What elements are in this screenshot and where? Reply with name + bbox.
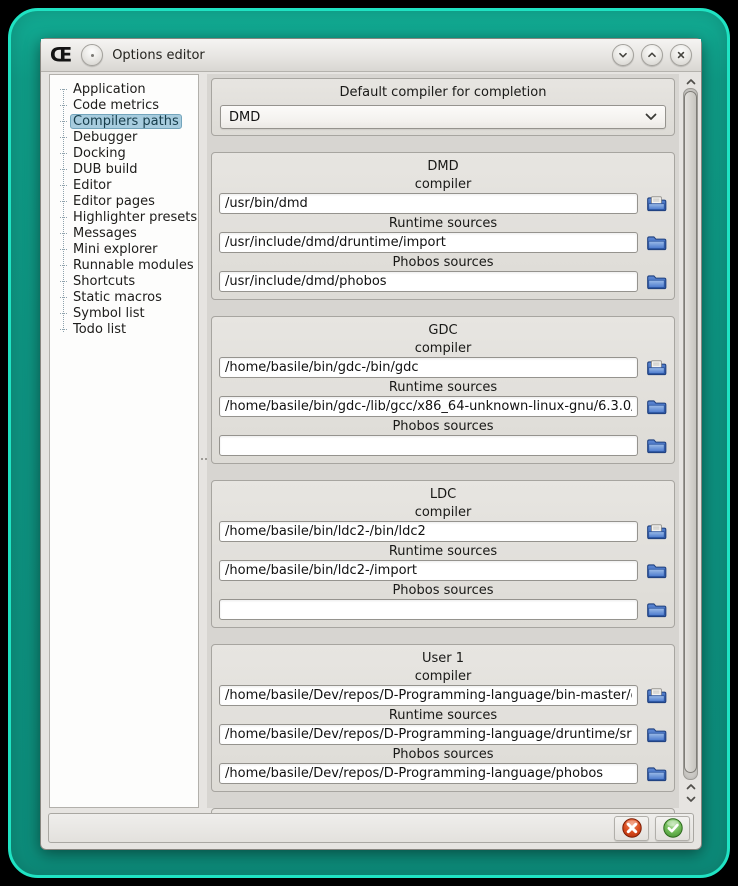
open-folder-icon [646, 437, 667, 454]
maximize-button[interactable] [641, 44, 663, 66]
sidebar-item-code-metrics[interactable]: Code metrics [60, 97, 194, 113]
dialog-button-bar [48, 813, 694, 843]
field-label: Phobos sources [392, 419, 494, 434]
chevron-up-icon [686, 78, 696, 85]
field-row [219, 560, 667, 581]
accept-button[interactable] [655, 816, 690, 841]
open-file-button[interactable] [645, 687, 667, 705]
open-folder-button[interactable] [645, 765, 667, 783]
field-row [219, 599, 667, 620]
field-label: Phobos sources [392, 255, 494, 270]
scrollbar-track[interactable] [683, 88, 698, 780]
open-folder-icon [646, 601, 667, 618]
dmd-runtime-sources-input[interactable] [219, 232, 638, 253]
field-label: Phobos sources [392, 747, 494, 762]
ldc-runtime-sources-input[interactable] [219, 560, 638, 581]
open-folder-icon [646, 765, 667, 782]
default-compiler-select[interactable] [220, 105, 666, 129]
open-folder-button[interactable] [645, 437, 667, 455]
cancel-icon [621, 817, 643, 839]
field-label: Runtime sources [388, 216, 498, 231]
sidebar-item-messages[interactable]: Messages [60, 225, 194, 241]
ldc-phobos-sources-input[interactable] [219, 599, 638, 620]
window-title: Options editor [112, 47, 205, 63]
field-row [219, 271, 667, 292]
sidebar-item-shortcuts[interactable]: Shortcuts [60, 273, 194, 289]
selected-compiler-value: DMD [229, 109, 261, 125]
close-button[interactable] [670, 44, 692, 66]
window-menu-dot-icon [91, 54, 94, 57]
sidebar-item-mini-explorer[interactable]: Mini explorer [60, 241, 194, 257]
categories-sidebar [49, 74, 199, 808]
field-label: Phobos sources [392, 583, 494, 598]
dmd-phobos-sources-input[interactable] [219, 271, 638, 292]
field-row [219, 193, 667, 214]
group-title: User 1 [421, 651, 465, 666]
sidebar-item-todo-list[interactable]: Todo list [60, 321, 194, 337]
scrollbar-thumb[interactable] [684, 91, 697, 773]
field-label: compiler [414, 505, 472, 520]
open-file-icon [646, 195, 667, 212]
group-title: LDC [429, 487, 457, 502]
field-row [219, 763, 667, 784]
open-file-button[interactable] [645, 523, 667, 541]
window-menu-button[interactable] [81, 44, 103, 66]
open-folder-icon [646, 398, 667, 415]
cancel-button[interactable] [614, 816, 649, 841]
compiler-group-user1 [211, 644, 675, 792]
chevron-up-icon [686, 783, 696, 790]
field-label: Runtime sources [388, 708, 498, 723]
sidebar-item-debugger[interactable]: Debugger [60, 129, 194, 145]
open-folder-icon [646, 234, 667, 251]
field-label: Runtime sources [388, 544, 498, 559]
default-compiler-group [211, 78, 675, 136]
sidebar-item-docking[interactable]: Docking [60, 145, 194, 161]
sidebar-item-editor-pages[interactable]: Editor pages [60, 193, 194, 209]
field-row [219, 396, 667, 417]
user1-phobos-sources-input[interactable] [219, 763, 638, 784]
sidebar-item-dub-build[interactable]: DUB build [60, 161, 194, 177]
field-label: compiler [414, 177, 472, 192]
field-row [219, 435, 667, 456]
sidebar-item-static-macros[interactable]: Static macros [60, 289, 194, 305]
open-folder-button[interactable] [645, 562, 667, 580]
user1-compiler-input[interactable] [219, 685, 638, 706]
open-folder-button[interactable] [645, 601, 667, 619]
gdc-runtime-sources-input[interactable] [219, 396, 638, 417]
group-title: GDC [428, 323, 458, 338]
field-row [219, 357, 667, 378]
field-row [219, 685, 667, 706]
scroll-up-button[interactable] [683, 74, 698, 88]
open-file-button[interactable] [645, 195, 667, 213]
sidebar-item-application[interactable]: Application [60, 81, 194, 97]
open-folder-button[interactable] [645, 726, 667, 744]
field-label: compiler [414, 341, 472, 356]
options-editor-window [40, 38, 702, 850]
category-tree [56, 81, 198, 337]
scroll-down-button[interactable] [683, 793, 698, 806]
compiler-group-gdc [211, 316, 675, 464]
sidebar-item-compilers-paths[interactable]: Compilers paths [60, 113, 194, 129]
titlebar [41, 39, 701, 72]
field-row [219, 521, 667, 542]
open-file-icon [646, 359, 667, 376]
window-body [41, 72, 701, 808]
open-folder-button[interactable] [645, 273, 667, 291]
ldc-compiler-input[interactable] [219, 521, 638, 542]
sidebar-splitter[interactable] [199, 74, 207, 808]
open-folder-icon [646, 273, 667, 290]
compilers-paths-panel [207, 74, 679, 808]
field-label: Runtime sources [388, 380, 498, 395]
open-file-button[interactable] [645, 359, 667, 377]
group-title: DMD [427, 159, 459, 174]
user1-runtime-sources-input[interactable] [219, 724, 638, 745]
close-icon [674, 48, 688, 62]
open-file-icon [646, 523, 667, 540]
dmd-compiler-input[interactable] [219, 193, 638, 214]
chevron-down-icon [686, 796, 696, 803]
sidebar-item-symbol-list[interactable]: Symbol list [60, 305, 194, 321]
splitter-grip-icon [201, 458, 203, 460]
chevron-down-icon [616, 48, 630, 62]
scroll-up-button-bottom[interactable] [683, 780, 698, 793]
app-logo-icon: Œ [50, 42, 73, 67]
sidebar-item-highlighter-presets[interactable]: Highlighter presets [60, 209, 194, 225]
sidebar-item-editor[interactable]: Editor [60, 177, 194, 193]
gdc-phobos-sources-input[interactable] [219, 435, 638, 456]
field-row [219, 724, 667, 745]
compiler-group-ldc [211, 480, 675, 628]
sidebar-item-runnable-modules[interactable]: Runnable modules [60, 257, 194, 273]
default-compiler-title: Default compiler for completion [339, 85, 547, 100]
open-folder-icon [646, 562, 667, 579]
field-row [219, 232, 667, 253]
window-controls [612, 44, 692, 66]
compiler-group-dmd [211, 152, 675, 300]
gdc-compiler-input[interactable] [219, 357, 638, 378]
vertical-scrollbar [682, 74, 699, 808]
open-folder-button[interactable] [645, 398, 667, 416]
open-folder-icon [646, 726, 667, 743]
open-folder-button[interactable] [645, 234, 667, 252]
accept-icon [662, 817, 684, 839]
minimize-button[interactable] [612, 44, 634, 66]
field-label: compiler [414, 669, 472, 684]
open-file-icon [646, 687, 667, 704]
chevron-up-icon [645, 48, 659, 62]
tree-guide-line [63, 89, 64, 332]
chevron-down-icon [645, 113, 657, 121]
